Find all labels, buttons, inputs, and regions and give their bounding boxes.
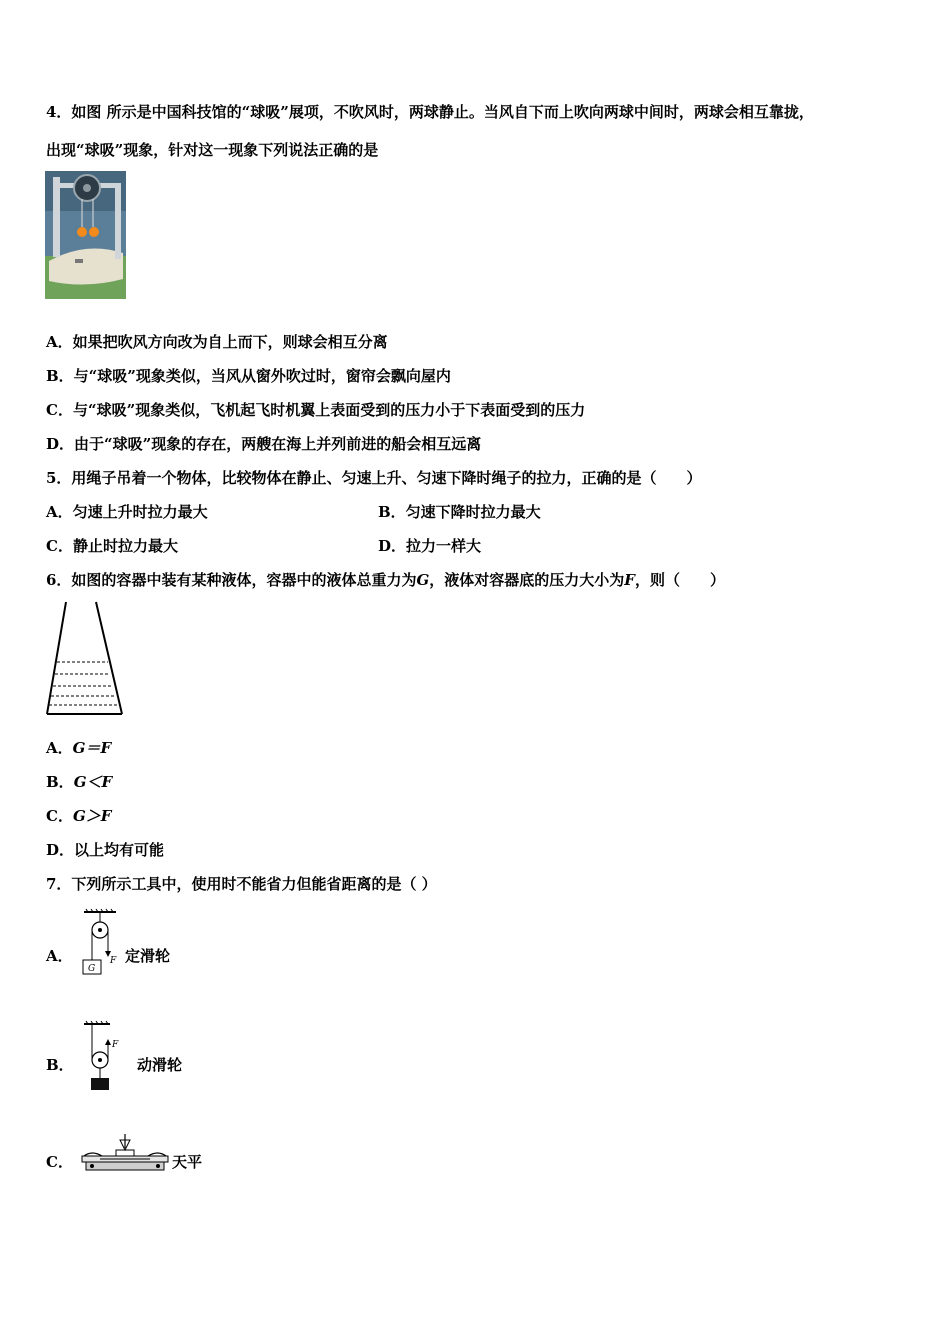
q6-stem-part-a: 6．如图的容器中装有某种液体，容器中的液体总重力为 xyxy=(46,571,417,589)
q4-option-c: C．与“球吸”现象类似，飞机起飞时机翼上表面受到的压力小于下表面受到的压力 xyxy=(46,401,586,419)
q5-option-a: A．匀速上升时拉力最大 xyxy=(46,503,208,521)
q7-option-a-letter: A． xyxy=(46,947,73,965)
pulley-a-f-label: F xyxy=(110,956,117,966)
pulley-b-f-label: F xyxy=(112,1040,119,1050)
q7-option-b-letter: B． xyxy=(46,1056,74,1074)
q6-stem-part-b: ，液体对容器底的压力大小为 xyxy=(429,571,625,589)
q4-option-b: B．与“球吸”现象类似，当风从窗外吹过时，窗帘会飘向屋内 xyxy=(46,367,451,385)
pulley-a-g-label: G xyxy=(88,964,96,974)
q6-option-b: B．G＜F xyxy=(46,773,113,791)
q4-option-d: D．由于“球吸”现象的存在，两艘在海上并列前进的船会相互远离 xyxy=(46,435,482,453)
q4-option-a: A．如果把吹风方向改为自上而下，则球会相互分离 xyxy=(46,333,388,351)
q7-option-b-label: 动滑轮 xyxy=(137,1056,183,1074)
fixed-pulley-icon xyxy=(78,908,124,978)
q7-option-a-label: 定滑轮 xyxy=(125,947,171,965)
q5-option-b: B．匀速下降时拉力最大 xyxy=(378,503,541,521)
q7-stem: 7．下列所示工具中，使用时不能省力但能省距离的是（ ） xyxy=(46,875,437,893)
q4-stem-line1: 4．如图 所示是中国科技馆的“球吸”展项，不吹风时，两球静止。当风自下而上吹向两球中间时，两球会相互靠拢， xyxy=(46,103,814,121)
tapered-container-figure xyxy=(44,600,126,718)
q6-option-a: A．G＝F xyxy=(46,739,112,757)
q5-option-d: D．拉力一样大 xyxy=(378,537,482,555)
q5-stem: 5．用绳子吊着一个物体，比较物体在静止、匀速上升、匀速下降时绳子的拉力，正确的是（ ） xyxy=(46,469,702,487)
balance-scale-icon xyxy=(80,1132,170,1174)
movable-pulley-icon xyxy=(80,1020,126,1094)
ball-suction-exhibit-photo xyxy=(45,171,126,299)
q7-option-c-label: 天平 xyxy=(172,1153,203,1171)
q6-stem-part-c: ，则（ ） xyxy=(634,571,725,589)
q4-stem-line2: 出现“球吸”现象，针对这一现象下列说法正确的是 xyxy=(46,141,379,159)
q6-option-d: D．以上均有可能 xyxy=(46,841,165,859)
q6-option-c: C．G＞F xyxy=(46,807,112,825)
q5-option-c: C．静止时拉力最大 xyxy=(46,537,178,555)
q6-symbol-g: G xyxy=(416,571,430,589)
q7-option-c-letter: C． xyxy=(46,1153,73,1171)
q6-symbol-f: F xyxy=(624,571,635,589)
q6-stem xyxy=(46,570,725,590)
